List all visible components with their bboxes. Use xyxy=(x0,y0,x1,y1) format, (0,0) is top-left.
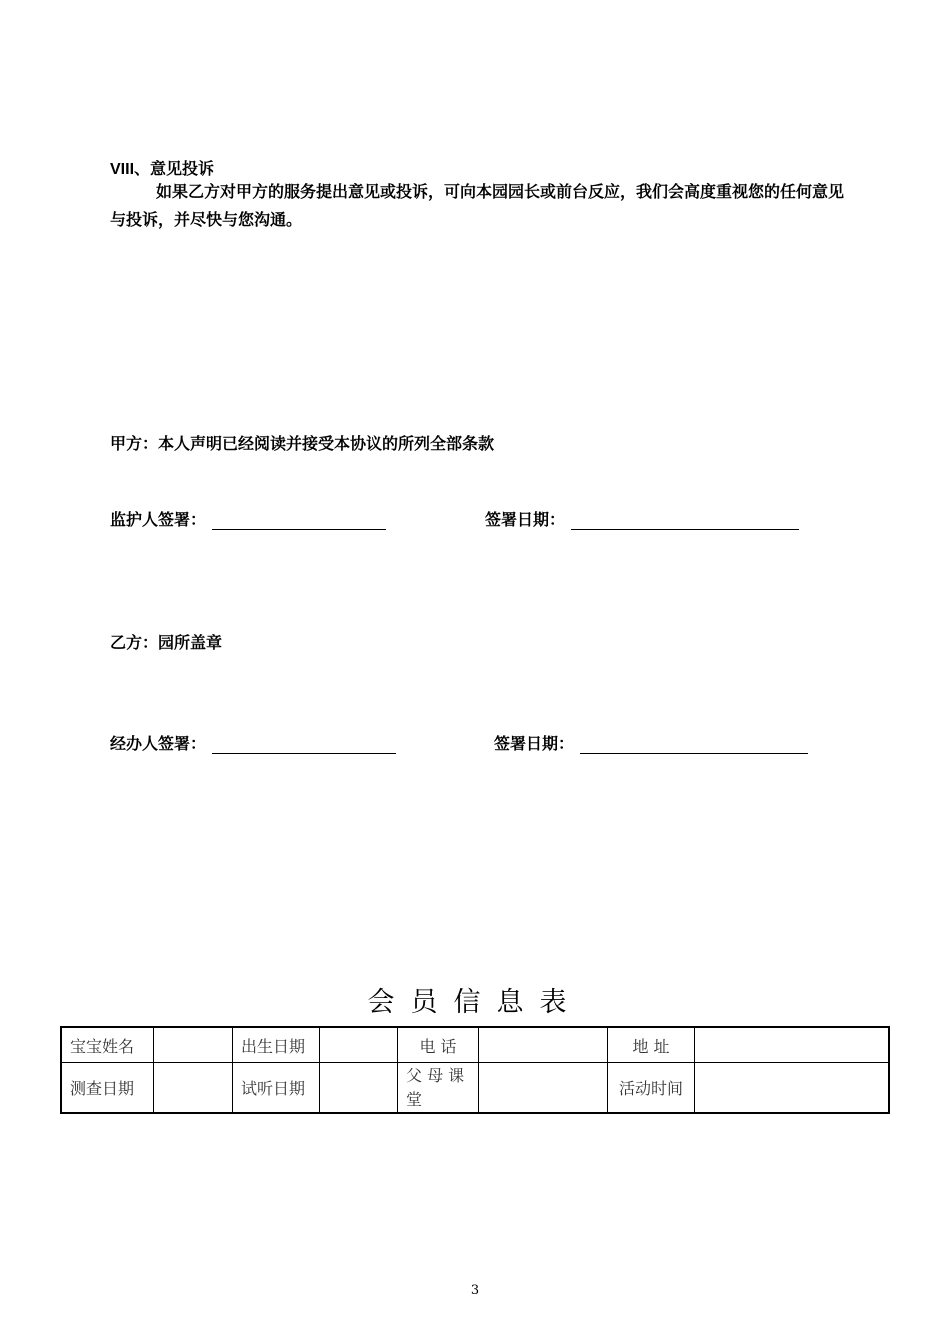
guardian-signature-row xyxy=(110,507,386,530)
guardian-signature-field[interactable] xyxy=(212,511,386,530)
section-title: 、意见投诉 xyxy=(134,159,215,178)
handler-signature-field[interactable] xyxy=(212,735,396,754)
party-b-date-row xyxy=(494,731,808,754)
address-label: 地 址 xyxy=(608,1027,695,1063)
baby-name-label: 宝宝姓名 xyxy=(61,1027,154,1063)
complaint-paragraph: 如果乙方对甲方的服务提出意见或投诉，可向本园园长或前台反应，我们会高度重视您的任何意见与投诉，并尽快与您沟通。 xyxy=(110,182,845,229)
handler-signature-row xyxy=(110,731,396,754)
party-a-date-field[interactable] xyxy=(571,511,799,530)
member-table-title: 会员信息表 xyxy=(367,987,583,1018)
section-heading xyxy=(110,156,214,179)
phone-value[interactable] xyxy=(479,1027,608,1063)
parent-class-label: 父 母 课 堂 xyxy=(398,1063,479,1114)
birth-date-value[interactable] xyxy=(320,1027,398,1063)
page-number: 3 xyxy=(470,1283,480,1298)
party-a-date-label: 签署日期： xyxy=(485,510,566,529)
guardian-sign-label: 监护人签署： xyxy=(110,510,207,529)
table-row xyxy=(61,1027,889,1063)
party-a-date-row xyxy=(485,507,799,530)
handler-sign-label: 经办人签署： xyxy=(110,734,207,753)
party-b-date-label: 签署日期： xyxy=(494,734,575,753)
birth-date-label: 出生日期 xyxy=(233,1027,320,1063)
parent-class-value[interactable] xyxy=(479,1063,608,1114)
test-date-label: 测查日期 xyxy=(61,1063,154,1114)
trial-date-value[interactable] xyxy=(320,1063,398,1114)
table-row xyxy=(61,1063,889,1114)
party-b-statement: 乙方：园所盖章 xyxy=(110,633,223,652)
section-roman-numeral: VIII xyxy=(110,161,135,178)
activity-time-label: 活动时间 xyxy=(608,1063,695,1114)
address-value[interactable] xyxy=(695,1027,890,1063)
test-date-value[interactable] xyxy=(154,1063,233,1114)
baby-name-value[interactable] xyxy=(154,1027,233,1063)
party-b-date-field[interactable] xyxy=(580,735,808,754)
phone-label: 电 话 xyxy=(398,1027,479,1063)
trial-date-label: 试听日期 xyxy=(233,1063,320,1114)
activity-time-value[interactable] xyxy=(695,1063,890,1114)
party-a-statement: 甲方：本人声明已经阅读并接受本协议的所列全部条款 xyxy=(110,434,495,453)
member-info-table xyxy=(60,1026,890,1114)
